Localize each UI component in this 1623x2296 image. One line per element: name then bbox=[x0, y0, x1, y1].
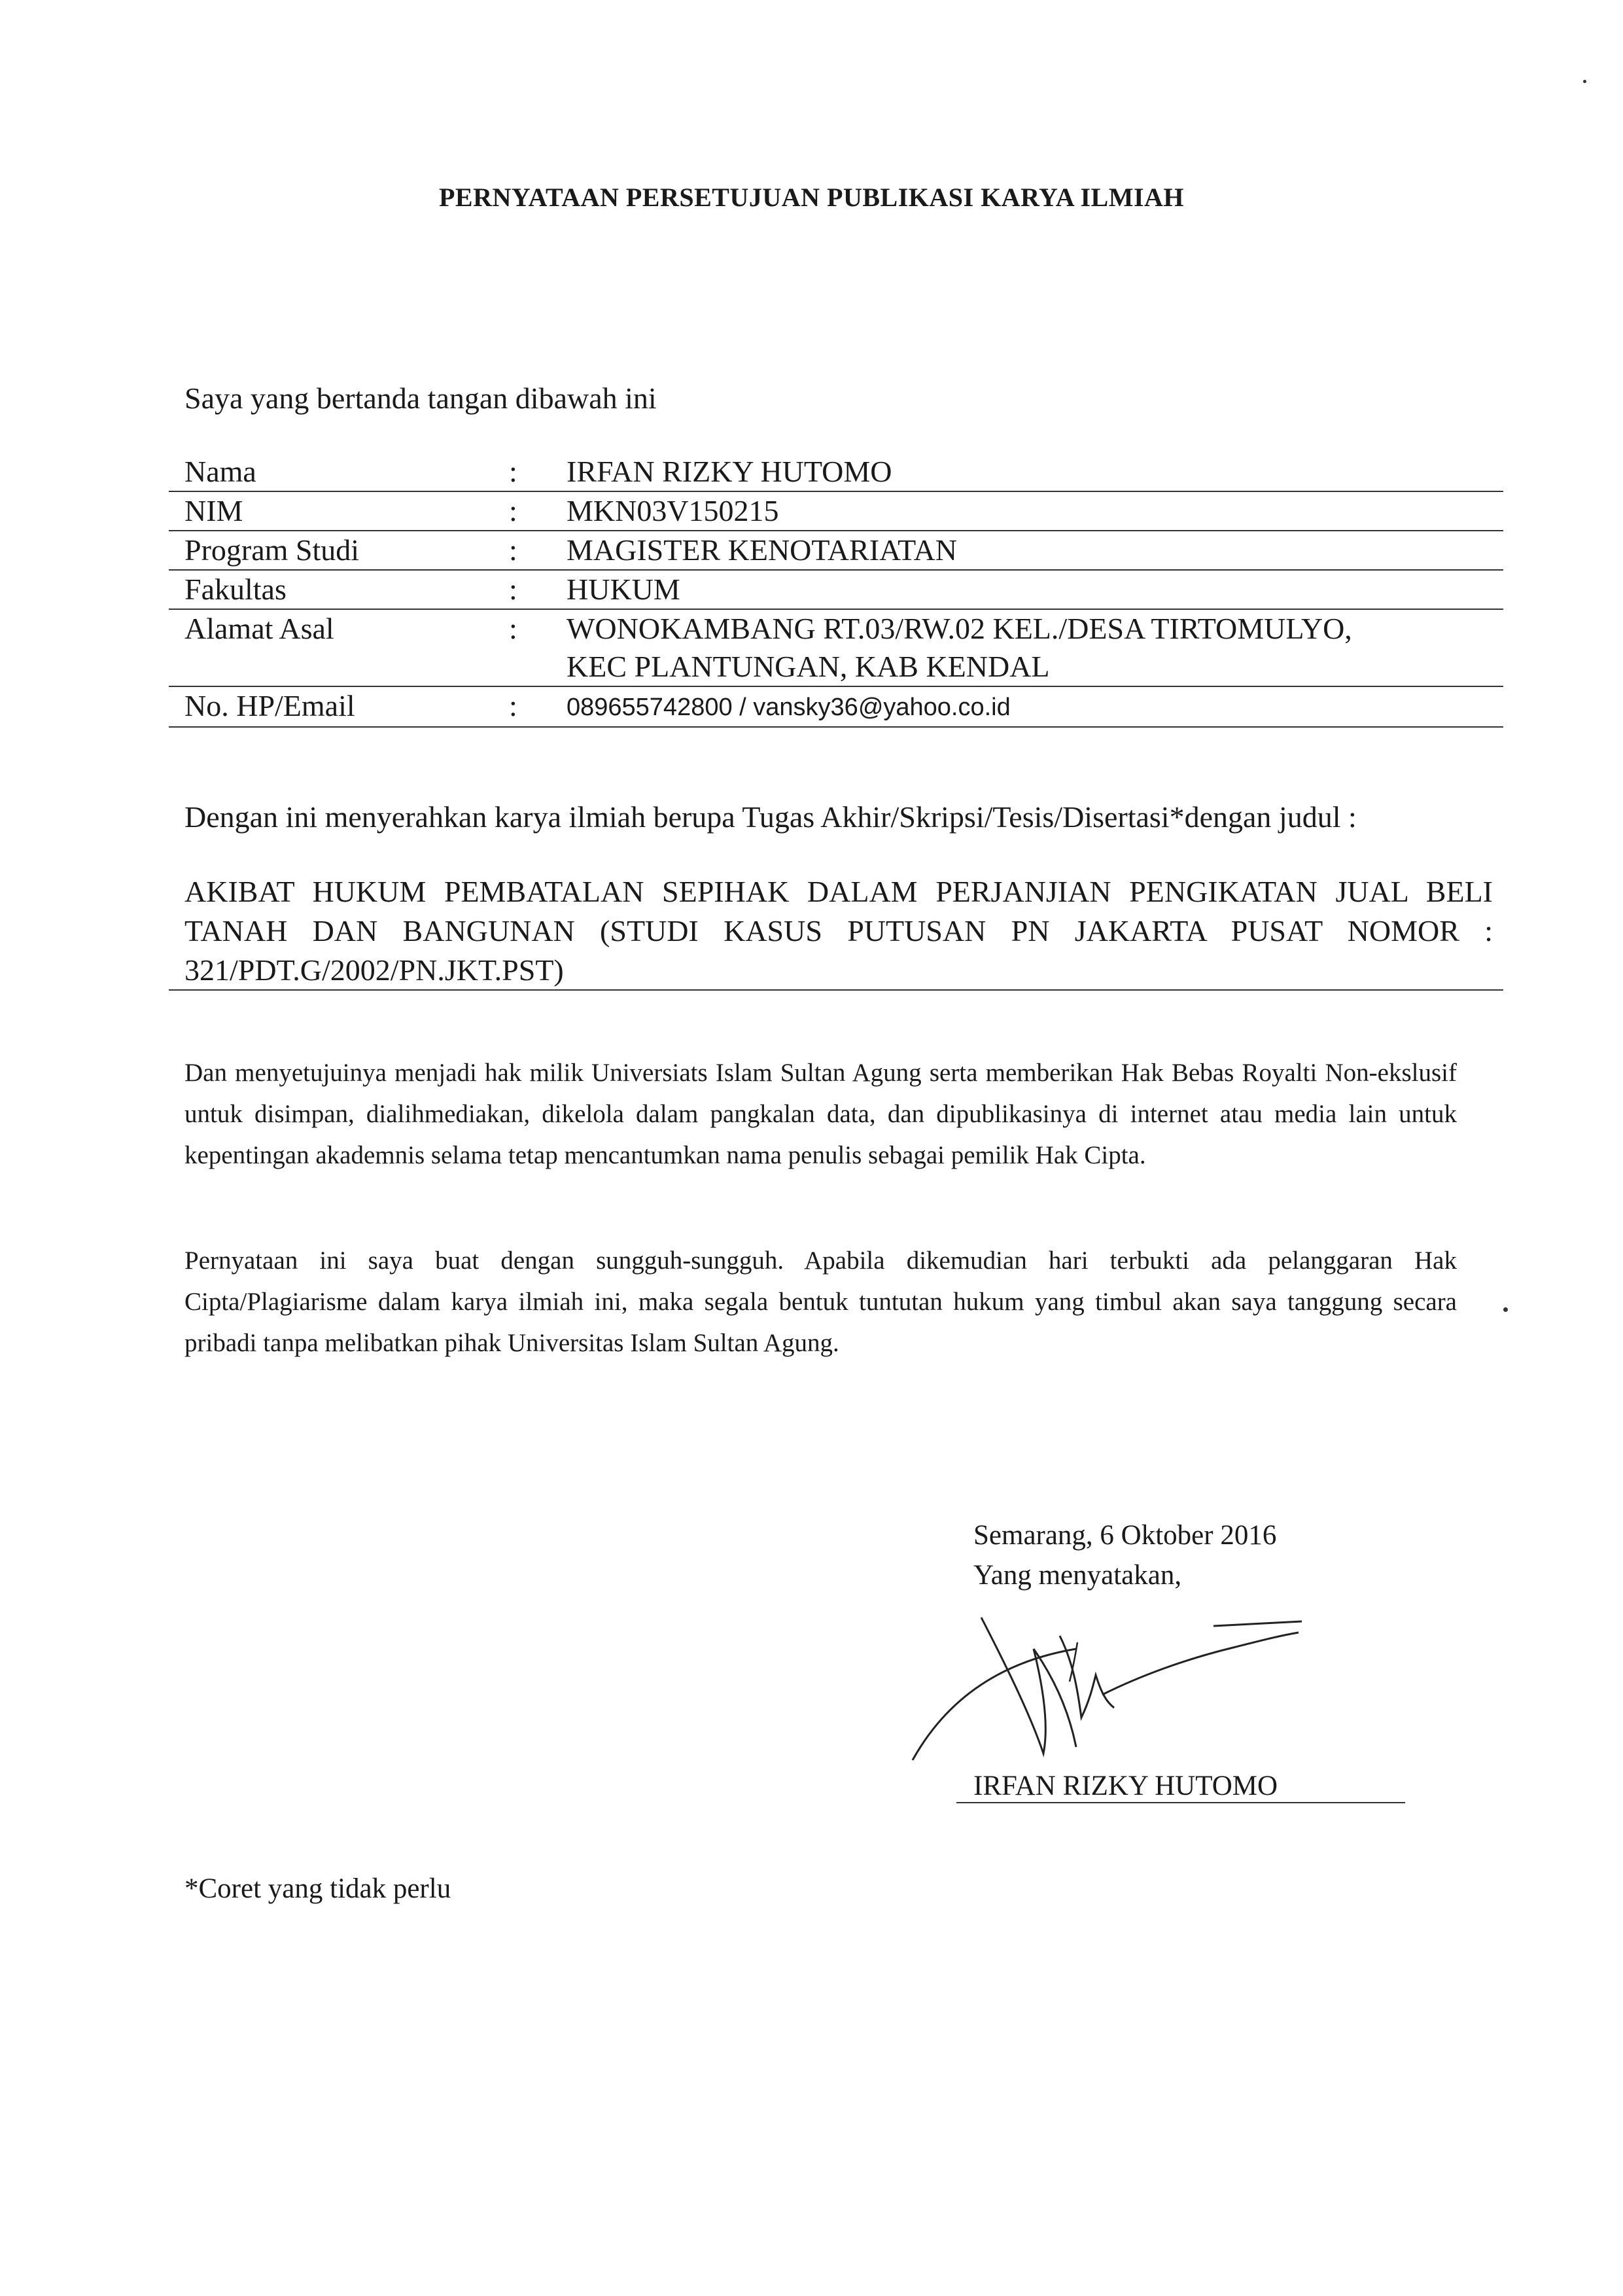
intro-text: Saya yang bertanda tangan dibawah ini bbox=[184, 381, 657, 415]
declarant-label: Yang menyatakan, bbox=[973, 1560, 1182, 1591]
field-value: MKN03V150215 bbox=[567, 494, 779, 527]
thesis-underline bbox=[169, 989, 1503, 991]
field-label: Fakultas bbox=[184, 573, 287, 606]
scan-speck bbox=[1583, 80, 1586, 83]
place-date: Semarang, 6 Oktober 2016 bbox=[973, 1520, 1277, 1551]
field-label: No. HP/Email bbox=[184, 689, 355, 722]
field-row-alamat-asal bbox=[169, 610, 1503, 687]
scan-speck bbox=[1503, 1307, 1508, 1312]
field-colon: : bbox=[509, 573, 517, 606]
footnote: *Coret yang tidak perlu bbox=[184, 1873, 451, 1904]
signatory-name: IRFAN RIZKY HUTOMO bbox=[973, 1771, 1278, 1801]
signature-underline bbox=[956, 1802, 1405, 1803]
responsibility-paragraph: Pernyataan ini saya buat dengan sungguh-sungguh. Apabila dikemudian hari terbukti ada pelanggaran Hak Cipta/Plagiarisme dalam karya ilmiah ini, maka segala bentuk tuntutan hukum yang timbul akan saya tanggung secara pribadi tanpa melibatkan pihak Universitas Islam Sultan Agung. bbox=[184, 1246, 1457, 1357]
handwritten-signature bbox=[906, 1603, 1312, 1773]
field-value: HUKUM bbox=[567, 573, 680, 606]
field-row-program-studi bbox=[169, 531, 1503, 571]
field-value: 089655742800 / vansky36@yahoo.co.id bbox=[567, 694, 1011, 721]
field-value: MAGISTER KENOTARIATAN bbox=[567, 533, 957, 567]
document-title: PERNYATAAN PERSETUJUAN PUBLIKASI KARYA ILMIAH bbox=[438, 183, 1185, 212]
field-colon: : bbox=[509, 494, 517, 527]
field-row-hp-email bbox=[169, 687, 1503, 728]
consent-paragraph: Dan menyetujuinya menjadi hak milik Universiats Islam Sultan Agung serta memberikan Hak Bebas Royalti Non-ekslusif untuk disimpan, dialihmediakan, dikelola dalam pangkalan data, dan dipublikasinya di internet atau media lain untuk kepentingan akademnis selama tetap mencantumkan nama penulis sebagai pemilik Hak Cipta. bbox=[184, 1059, 1457, 1169]
thesis-title: AKIBAT HUKUM PEMBATALAN SEPIHAK DALAM PERJANJIAN PENGIKATAN JUAL BELI TANAH DAN BANGUNAN (STUDI KASUS PUTUSAN PN JAKARTA PUSAT NOMOR : 321/PDT.G/2002/PN.JKT.PST) bbox=[184, 875, 1493, 987]
field-colon: : bbox=[509, 533, 517, 567]
field-value: WONOKAMBANG RT.03/RW.02 KEL./DESA TIRTOMULYO, bbox=[567, 612, 1352, 645]
field-value: IRFAN RIZKY HUTOMO bbox=[567, 455, 892, 488]
field-colon: : bbox=[509, 455, 517, 488]
field-row-fakultas bbox=[169, 571, 1503, 610]
field-row-nama bbox=[169, 453, 1503, 492]
field-label: Nama bbox=[184, 455, 256, 488]
submission-statement: Dengan ini menyerahkan karya ilmiah berupa Tugas Akhir/Skripsi/Tesis/Disertasi*dengan judul : bbox=[184, 800, 1357, 834]
field-label: NIM bbox=[184, 494, 243, 527]
field-value-line2: KEC PLANTUNGAN, KAB KENDAL bbox=[567, 650, 1050, 683]
field-colon: : bbox=[509, 689, 517, 722]
field-colon: : bbox=[509, 612, 517, 645]
field-label: Alamat Asal bbox=[184, 612, 334, 645]
field-row-nim bbox=[169, 492, 1503, 531]
field-label: Program Studi bbox=[184, 533, 360, 567]
